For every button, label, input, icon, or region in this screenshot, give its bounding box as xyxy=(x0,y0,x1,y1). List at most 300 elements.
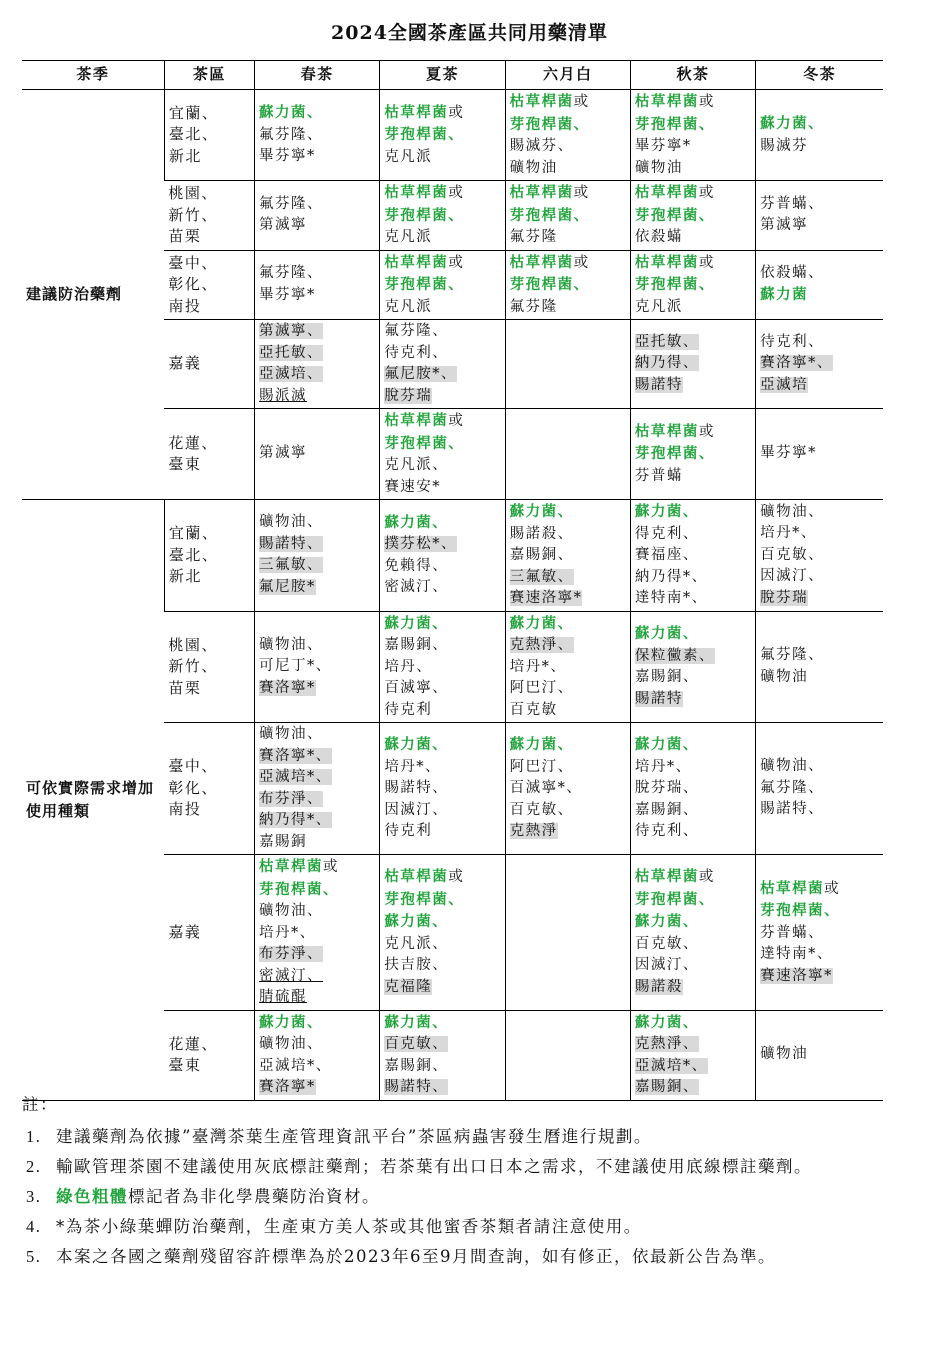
pesticide-name: 密滅汀、 xyxy=(384,579,449,596)
pesticide-item xyxy=(510,91,626,114)
pesticide-cell xyxy=(255,320,380,409)
pesticide-item xyxy=(384,534,500,556)
pesticide-item xyxy=(384,386,500,408)
pesticide-item xyxy=(384,678,500,700)
pesticide-item xyxy=(384,1056,500,1078)
region-name: 花蓮、 xyxy=(168,1034,218,1053)
note-number: 1. xyxy=(26,1127,42,1146)
pesticide-item xyxy=(259,724,375,746)
pesticide-name: 枯草桿菌 xyxy=(509,253,574,271)
pesticide-name: 亞滅培 xyxy=(760,376,809,393)
pesticide-name: 枯草桿菌 xyxy=(634,253,699,271)
pesticide-cell xyxy=(756,611,883,723)
pesticide-item xyxy=(635,524,751,546)
season-label-cell: 可依實際需求增加使用種類 xyxy=(22,500,164,1101)
pesticide-name: 百克敏、 xyxy=(509,801,574,818)
pesticide-table xyxy=(22,60,883,1101)
region-name: 新北 xyxy=(168,146,202,165)
pesticide-name: 畢芬寧* xyxy=(259,148,316,165)
pesticide-name: 嘉賜銅、 xyxy=(634,1079,699,1095)
pesticide-name: 克凡派、 xyxy=(384,457,449,473)
pesticide-item xyxy=(510,114,626,137)
pesticide-item xyxy=(510,274,626,297)
region-name: 桃園、 xyxy=(168,635,218,654)
pesticide-name: 礦物油 xyxy=(760,1046,809,1063)
pesticide-name: 畢芬寧* xyxy=(634,138,692,154)
pesticide-name: 扶吉胺、 xyxy=(384,957,449,974)
connective-text: 或 xyxy=(448,104,465,121)
pesticide-item xyxy=(259,285,375,307)
pesticide-item xyxy=(760,756,879,778)
pesticide-name: 蘇力菌、 xyxy=(634,736,699,754)
pesticide-item xyxy=(384,657,500,679)
connective-text: 或 xyxy=(698,254,715,271)
connective-text: 或 xyxy=(448,185,465,201)
pesticide-item xyxy=(384,455,500,477)
pesticide-name: 培丹*、 xyxy=(259,924,316,941)
pesticide-item xyxy=(510,205,626,228)
region-cell xyxy=(164,500,254,612)
pesticide-item xyxy=(635,182,751,205)
pesticide-item xyxy=(384,1034,500,1056)
pesticide-name: 百滅寧、 xyxy=(384,680,449,696)
pesticide-name: 氟芬隆、 xyxy=(259,126,324,143)
pesticide-item xyxy=(384,821,500,843)
pesticide-name: 克凡派 xyxy=(634,298,683,315)
pesticide-cell xyxy=(630,1010,755,1100)
pesticide-cell xyxy=(380,500,505,612)
pesticide-cell xyxy=(505,723,630,855)
pesticide-item xyxy=(510,588,626,610)
connective-text: 或 xyxy=(448,869,465,886)
pesticide-name: 賜滅芬 xyxy=(760,137,809,154)
pesticide-name: 蘇力菌、 xyxy=(384,913,449,931)
pesticide-cell xyxy=(630,250,755,320)
pesticide-item xyxy=(384,102,500,125)
pesticide-name: 撲芬松*、 xyxy=(384,536,458,553)
pesticide-name: 克熱淨、 xyxy=(634,1036,699,1052)
pesticide-cell xyxy=(756,250,883,320)
pesticide-name: 賽洛寧* xyxy=(259,679,316,696)
pesticide-name: 保粒黴素、 xyxy=(634,647,715,664)
pesticide-name: 氟尼胺*、 xyxy=(384,366,458,382)
pesticide-cell xyxy=(630,723,755,855)
pesticide-name: 賜諾特、 xyxy=(384,780,449,797)
pesticide-item xyxy=(384,274,500,297)
pesticide-name: 礦物油、 xyxy=(259,636,324,653)
pesticide-name: 腈硫醌 xyxy=(259,989,308,1005)
pesticide-name: 蘇力菌、 xyxy=(509,614,574,632)
pesticide-name: 第滅寧 xyxy=(760,217,809,234)
pesticide-name: 脫芬瑞 xyxy=(384,387,433,404)
pesticide-item xyxy=(635,567,751,589)
pesticide-name: 培丹*、 xyxy=(760,525,817,541)
note-item xyxy=(22,1212,927,1242)
pesticide-name: 培丹*、 xyxy=(634,758,692,775)
pesticide-cell xyxy=(630,90,755,181)
note-text: 輸歐管理茶園不建議使用灰底標註藥劑；若茶葉有出口日本之需求，不建議使用底線標註藥劑。 xyxy=(56,1157,812,1176)
pesticide-name: 待克利 xyxy=(384,823,433,840)
pesticide-item xyxy=(259,534,375,556)
note-number: 2. xyxy=(26,1157,42,1176)
pesticide-item xyxy=(384,227,500,249)
pesticide-cell xyxy=(756,855,883,1011)
pesticide-name: 芽孢桿菌、 xyxy=(509,276,590,293)
pesticide-item xyxy=(259,215,375,237)
pesticide-cell xyxy=(255,723,380,855)
region-name: 花蓮、 xyxy=(168,433,218,452)
pesticide-item xyxy=(510,297,626,319)
pesticide-item xyxy=(760,375,879,397)
pesticide-name: 亞滅培*、 xyxy=(259,769,332,785)
pesticide-item xyxy=(760,923,879,945)
pesticide-name: 蘇力菌、 xyxy=(509,736,574,754)
pesticide-name: 賽福座、 xyxy=(634,547,699,563)
pesticide-cell xyxy=(630,500,755,612)
pesticide-name: 因滅汀、 xyxy=(384,801,449,818)
region-name: 新竹、 xyxy=(168,657,218,675)
pesticide-item xyxy=(635,136,751,158)
pesticide-item xyxy=(635,667,751,689)
pesticide-name: 芽孢桿菌、 xyxy=(634,206,715,224)
pesticide-name: 培丹*、 xyxy=(384,758,442,775)
region-name: 苗栗 xyxy=(168,227,202,245)
pesticide-name: 克熱淨 xyxy=(509,823,558,840)
region-name: 新北 xyxy=(168,567,202,585)
pesticide-name: 礦物油、 xyxy=(259,1036,324,1052)
note-green-bold-label: 綠色粗體 xyxy=(56,1187,128,1206)
pesticide-name: 枯草桿菌 xyxy=(509,184,574,201)
pesticide-name: 培丹、 xyxy=(384,658,433,675)
region-cell xyxy=(164,409,254,500)
pesticide-item xyxy=(760,353,879,375)
pesticide-item xyxy=(510,252,626,275)
region-name: 臺北、 xyxy=(168,545,219,564)
note-text: 建議藥劑為依據”臺灣茶葉生產管理資訊平台”茶區病蟲害發生曆進行規劃。 xyxy=(56,1127,652,1146)
pesticide-name: 納乃得、 xyxy=(634,355,699,372)
region-name: 彰化、 xyxy=(168,275,218,293)
pesticide-name: 枯草桿菌 xyxy=(760,879,825,897)
pesticide-cell xyxy=(505,500,630,612)
pesticide-name: 礦物油、 xyxy=(259,726,324,742)
note-text: 本案之各國之藥劑殘留容許標準為於2023年6至9月間查詢，如有修正，依最新公告為準。 xyxy=(56,1247,776,1266)
pesticide-name: 密滅汀、 xyxy=(259,967,324,984)
connective-text: 或 xyxy=(323,859,340,875)
note-text: *為茶小綠葉蟬防治藥劑，生產東方美人茶或其他蜜香茶類者請注意使用。 xyxy=(56,1217,642,1236)
pesticide-name: 克凡派 xyxy=(384,298,433,315)
pesticide-name: 蘇力菌、 xyxy=(259,104,324,122)
pesticide-item xyxy=(384,147,500,169)
pesticide-name: 枯草桿菌 xyxy=(259,858,324,875)
pesticide-cell xyxy=(505,611,630,723)
pesticide-item xyxy=(259,512,375,534)
pesticide-item xyxy=(259,386,375,408)
pesticide-name: 芽孢桿菌、 xyxy=(384,434,465,452)
pesticide-name: 嘉賜銅 xyxy=(259,833,308,850)
pesticide-item xyxy=(259,746,375,768)
pesticide-item xyxy=(635,1012,751,1035)
pesticide-item xyxy=(635,1056,751,1078)
pesticide-name: 阿巴汀、 xyxy=(509,680,574,696)
pesticide-name: 芽孢桿菌、 xyxy=(259,880,340,898)
table-row xyxy=(22,500,883,612)
region-cell xyxy=(164,855,254,1011)
pesticide-cell xyxy=(630,855,755,1011)
pesticide-item xyxy=(259,577,375,599)
pesticide-item xyxy=(635,821,751,843)
pesticide-item xyxy=(510,700,626,722)
pesticide-name: 氟芬隆、 xyxy=(760,779,825,796)
pesticide-name: 氟芬隆 xyxy=(509,298,558,315)
pesticide-item xyxy=(760,645,879,667)
pesticide-name: 亞滅培*、 xyxy=(259,1057,332,1074)
pesticide-cell xyxy=(255,855,380,1011)
pesticide-item xyxy=(384,252,500,275)
pesticide-cell xyxy=(255,1010,380,1100)
pesticide-name: 枯草桿菌 xyxy=(384,103,449,121)
connective-text: 或 xyxy=(698,185,715,201)
pesticide-item xyxy=(635,778,751,800)
pesticide-item xyxy=(384,889,500,912)
connective-text: 或 xyxy=(573,185,590,201)
pesticide-item xyxy=(760,332,879,354)
pesticide-name: 第滅寧 xyxy=(259,445,308,462)
pesticide-name: 枯草桿菌 xyxy=(509,93,574,110)
pesticide-name: 枯草桿菌 xyxy=(634,868,699,886)
pesticide-name: 百克敏、 xyxy=(634,935,699,952)
pesticide-name: 芽孢桿菌、 xyxy=(384,206,465,224)
pesticide-item xyxy=(259,443,375,465)
pesticide-item xyxy=(510,800,626,822)
pesticide-item xyxy=(635,274,751,297)
pesticide-item xyxy=(635,91,751,114)
pesticide-cell xyxy=(505,320,630,409)
pesticide-name: 亞托敏、 xyxy=(634,333,699,350)
pesticide-name: 氟尼胺* xyxy=(259,578,316,595)
pesticide-cell xyxy=(380,611,505,723)
region-name: 嘉義 xyxy=(168,354,202,373)
pesticide-name: 蘇力菌、 xyxy=(634,503,699,520)
pesticide-name: 氟芬隆、 xyxy=(259,265,324,282)
pesticide-item xyxy=(384,635,500,657)
pesticide-item xyxy=(259,810,375,832)
pesticide-item xyxy=(760,545,879,567)
pesticide-item xyxy=(259,879,375,902)
pesticide-item xyxy=(760,1044,879,1066)
pesticide-item xyxy=(760,900,879,923)
pesticide-name: 賽速洛寧* xyxy=(760,967,833,984)
pesticide-name: 三氟敏、 xyxy=(509,568,574,585)
pesticide-item xyxy=(635,501,751,524)
pesticide-item xyxy=(760,215,879,237)
pesticide-item xyxy=(635,623,751,646)
pesticide-cell xyxy=(380,1010,505,1100)
pesticide-item xyxy=(510,567,626,589)
pesticide-name: 待克利、 xyxy=(760,333,825,350)
pesticide-item xyxy=(510,136,626,158)
pesticide-item xyxy=(760,566,879,588)
pesticide-item xyxy=(384,364,500,386)
pesticide-cell xyxy=(380,723,505,855)
pesticide-item xyxy=(510,227,626,249)
pesticide-name: 枯草桿菌 xyxy=(384,253,449,271)
note-item xyxy=(22,1152,927,1182)
pesticide-item xyxy=(259,856,375,879)
pesticide-item xyxy=(760,263,879,285)
pesticide-item xyxy=(384,613,500,636)
pesticide-name: 蘇力菌、 xyxy=(259,1013,324,1031)
connective-text: 或 xyxy=(698,423,715,440)
pesticide-item xyxy=(259,656,375,678)
pesticide-item xyxy=(259,944,375,966)
pesticide-name: 畢芬寧* xyxy=(760,445,817,462)
pesticide-item xyxy=(259,343,375,365)
pesticide-name: 芽孢桿菌、 xyxy=(509,206,590,224)
pesticide-item xyxy=(259,321,375,343)
pesticide-item xyxy=(510,734,626,757)
pesticide-name: 芽孢桿菌、 xyxy=(384,276,465,293)
pesticide-item xyxy=(384,297,500,319)
region-name: 宜蘭、 xyxy=(168,103,219,122)
pesticide-item xyxy=(259,966,375,988)
pesticide-name: 賽洛寧* xyxy=(259,1079,316,1095)
pesticide-item xyxy=(635,205,751,228)
pesticide-item xyxy=(259,146,375,168)
pesticide-cell xyxy=(380,250,505,320)
pesticide-item xyxy=(259,635,375,657)
pesticide-name: 嘉賜銅、 xyxy=(634,801,699,818)
pesticide-item xyxy=(384,700,500,722)
pesticide-name: 蘇力菌、 xyxy=(384,614,449,632)
pesticide-name: 蘇力菌、 xyxy=(384,513,449,531)
pesticide-name: 克凡派 xyxy=(384,229,433,245)
pesticide-cell xyxy=(380,320,505,409)
pesticide-item xyxy=(259,125,375,147)
table-row xyxy=(22,90,883,181)
pesticide-item xyxy=(510,182,626,205)
pesticide-item xyxy=(635,934,751,956)
pesticide-name: 蘇力菌、 xyxy=(634,625,699,643)
pesticide-item xyxy=(635,757,751,779)
pesticide-item xyxy=(510,524,626,546)
pesticide-name: 因滅汀、 xyxy=(634,957,699,974)
pesticide-item xyxy=(635,689,751,711)
pesticide-name: 枯草桿菌 xyxy=(634,93,699,110)
pesticide-name: 芬普蟎 xyxy=(634,467,683,484)
pesticide-name: 芽孢桿菌、 xyxy=(634,276,715,293)
pesticide-name: 氟芬隆、 xyxy=(384,323,449,339)
pesticide-name: 枯草桿菌 xyxy=(384,412,449,429)
pesticide-name: 蘇力菌、 xyxy=(634,1013,699,1031)
pesticide-name: 布芬淨、 xyxy=(259,946,324,962)
note-text: 標記者為非化學農藥防治資材。 xyxy=(128,1187,380,1206)
pesticide-name: 百滅寧*、 xyxy=(509,780,583,797)
pesticide-item xyxy=(635,421,751,444)
pesticide-name: 脫芬瑞 xyxy=(760,589,809,606)
pesticide-cell xyxy=(630,409,755,500)
pesticide-name: 克福隆 xyxy=(384,978,433,995)
pesticide-cell xyxy=(756,90,883,181)
pesticide-item xyxy=(259,364,375,386)
pesticide-name: 賽速洛寧* xyxy=(509,590,583,606)
pesticide-name: 賜諾特、 xyxy=(384,1079,449,1095)
pesticide-cell xyxy=(255,500,380,612)
region-cell xyxy=(164,723,254,855)
pesticide-name: 氟芬隆、 xyxy=(259,195,324,212)
region-cell xyxy=(164,181,254,251)
pesticide-item xyxy=(384,955,500,977)
pesticide-item xyxy=(259,102,375,125)
pesticide-item xyxy=(635,332,751,354)
pesticide-item xyxy=(635,545,751,567)
pesticide-item xyxy=(259,987,375,1009)
pesticide-item xyxy=(259,263,375,285)
pesticide-cell xyxy=(630,181,755,251)
pesticide-name: 百克敏 xyxy=(509,701,558,718)
pesticide-cell xyxy=(380,90,505,181)
pesticide-name: 達特南*、 xyxy=(634,590,708,606)
pesticide-cell xyxy=(505,855,630,1011)
note-item xyxy=(22,1182,927,1212)
pesticide-name: 三氟敏、 xyxy=(259,557,324,574)
pesticide-name: 芽孢桿菌、 xyxy=(509,115,590,133)
note-item xyxy=(22,1122,927,1152)
region-name: 南投 xyxy=(168,800,202,819)
pesticide-cell xyxy=(756,320,883,409)
connective-text: 或 xyxy=(448,254,465,271)
pesticide-item xyxy=(510,501,626,524)
pesticide-item xyxy=(635,866,751,889)
pesticide-item xyxy=(384,556,500,578)
connective-text: 或 xyxy=(448,413,465,429)
region-cell xyxy=(164,250,254,320)
region-name: 新竹、 xyxy=(168,205,218,224)
pesticide-item xyxy=(760,523,879,545)
region-name: 嘉義 xyxy=(168,922,202,941)
header-cell: 秋茶 xyxy=(630,61,755,90)
pesticide-name: 嘉賜銅、 xyxy=(384,1057,449,1074)
pesticide-name: 第滅寧 xyxy=(259,217,308,234)
pesticide-item xyxy=(635,353,751,375)
pesticide-name: 克熱淨、 xyxy=(509,637,574,653)
pesticide-name: 嘉賜銅、 xyxy=(634,669,699,686)
pesticide-name: 待克利 xyxy=(384,701,433,718)
pesticide-cell xyxy=(505,409,630,500)
pesticide-item xyxy=(510,158,626,180)
connective-text: 或 xyxy=(824,880,841,897)
pesticide-name: 蘇力菌 xyxy=(760,286,809,304)
pesticide-item xyxy=(760,136,879,158)
pesticide-name: 蘇力菌、 xyxy=(760,115,825,132)
pesticide-item xyxy=(384,321,500,343)
pesticide-item xyxy=(510,821,626,843)
pesticide-name: 蘇力菌、 xyxy=(634,913,699,931)
pesticide-name: 因滅汀、 xyxy=(760,568,825,584)
pesticide-name: 亞滅培*、 xyxy=(634,1057,708,1074)
pesticide-item xyxy=(635,911,751,934)
pesticide-name: 芽孢桿菌、 xyxy=(384,126,465,144)
pesticide-name: 蘇力菌、 xyxy=(384,1013,449,1031)
pesticide-name: 枯草桿菌 xyxy=(634,422,699,440)
pesticide-item xyxy=(259,1056,375,1078)
pesticide-item xyxy=(635,588,751,610)
pesticide-name: 百克敏、 xyxy=(760,546,825,563)
header-cell: 冬茶 xyxy=(756,61,883,90)
pesticide-item xyxy=(384,182,500,205)
pesticide-name: 礦物油、 xyxy=(259,903,324,919)
pesticide-item xyxy=(384,757,500,779)
pesticide-name: 氟芬隆、 xyxy=(760,647,825,664)
